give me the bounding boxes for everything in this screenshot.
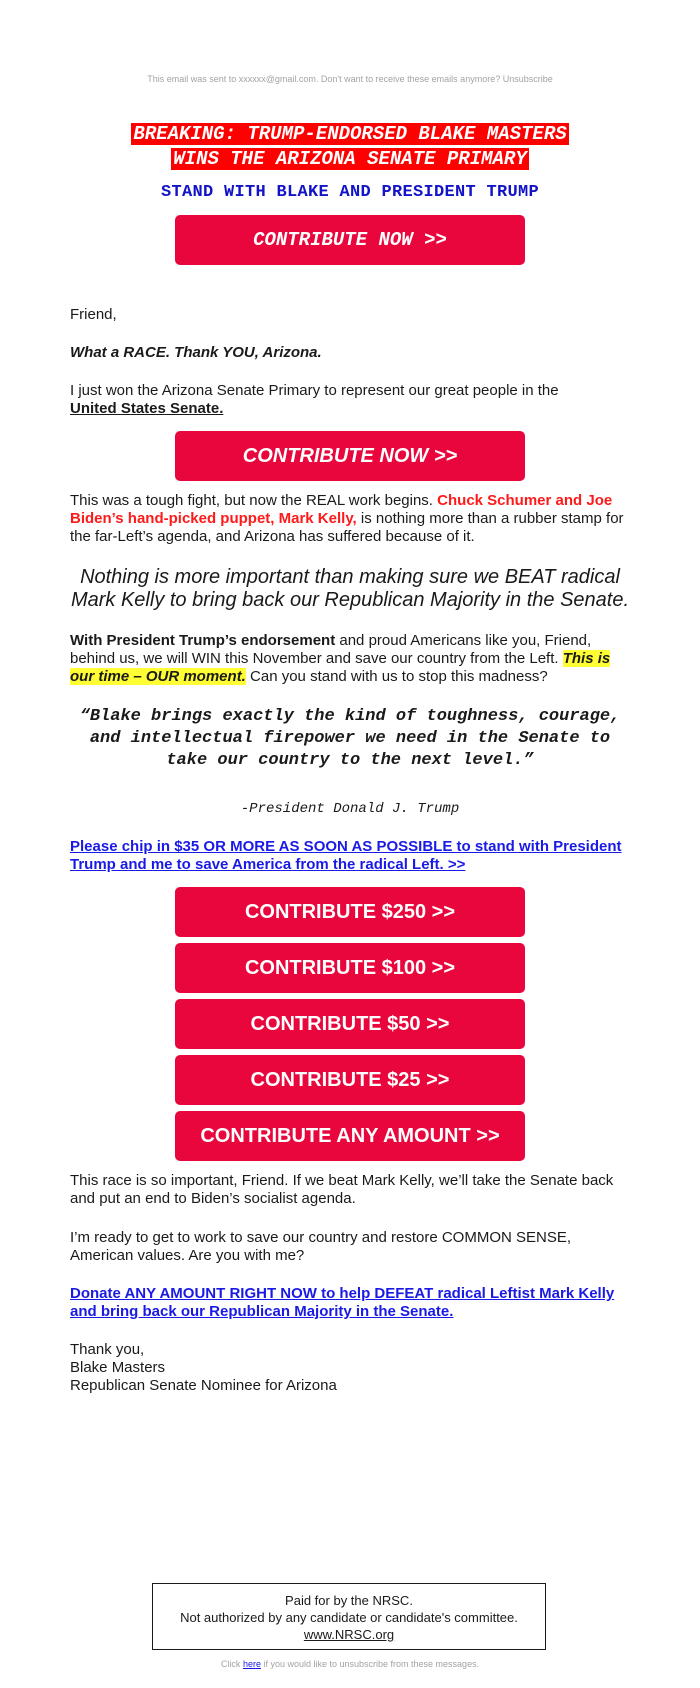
ready-paragraph: I’m ready to get to work to save our country and restore COMMON SENSE, American values. Are you with me? xyxy=(70,1229,572,1264)
endorse-paragraph xyxy=(70,632,636,686)
contribute-250-button[interactable]: CONTRIBUTE $250 >> xyxy=(175,887,525,937)
fight-end: is nothing more than a rubber stamp for the far-Left’s agenda, and Arizona has suffered because of it. xyxy=(70,510,624,545)
important-paragraph: This race is so important, Friend. If we beat Mark Kelly, we’ll take the Senate back and put an end to Biden’s socialist agenda. xyxy=(70,1172,614,1207)
endorse-bold: With President Trump’s endorsement xyxy=(70,632,336,649)
contribute-50-button[interactable]: CONTRIBUTE $50 >> xyxy=(175,999,525,1049)
contribute-100-button[interactable]: CONTRIBUTE $100 >> xyxy=(175,943,525,993)
nothing-statement: Nothing is more important than making sure we BEAT radical Mark Kelly to bring back our Republican Majority in the Senate. xyxy=(70,566,630,611)
contribute-now-button-top[interactable]: CONTRIBUTE NOW >> xyxy=(175,215,525,265)
nrsc-site-link[interactable]: www.NRSC.org xyxy=(303,1627,395,1642)
not-authorized-line: Not authorized by any candidate or candidate's committee. xyxy=(180,1610,518,1625)
signature xyxy=(70,1341,636,1395)
signoff: Thank you, xyxy=(70,1341,145,1358)
thanks-line: What a RACE. Thank YOU, Arizona. xyxy=(70,344,322,361)
unsub-post: if you would like to unsubscribe from these messages. xyxy=(263,1659,480,1669)
contribute-now-button-mid[interactable]: CONTRIBUTE NOW >> xyxy=(175,431,525,481)
fight-start: This was a tough fight, but now the REAL work begins. xyxy=(70,492,433,509)
signer-name: Blake Masters xyxy=(70,1359,166,1376)
headline xyxy=(0,122,700,172)
preheader-unsubscribe-link[interactable]: Unsubscribe xyxy=(502,74,553,84)
unsub-here-link[interactable]: here xyxy=(242,1659,261,1669)
donate-link[interactable]: Donate ANY AMOUNT RIGHT NOW to help DEFEAT radical Leftist Mark Kelly and bring back our Republican Majority in the Senate. xyxy=(70,1285,615,1320)
fight-paragraph xyxy=(70,492,636,546)
won-paragraph xyxy=(70,382,636,418)
donate-paragraph xyxy=(70,1285,636,1321)
subhead: STAND WITH BLAKE AND PRESIDENT TRUMP xyxy=(160,183,540,202)
headline-line-1: BREAKING: TRUMP-ENDORSED BLAKE MASTERS xyxy=(133,123,567,145)
endorse-end: Can you stand with us to stop this madness? xyxy=(250,668,548,685)
unsub-pre: Click xyxy=(220,1659,241,1669)
fight-red: Chuck Schumer and Joe Biden’s hand-picked puppet, Mark Kelly, xyxy=(70,492,613,527)
quote-attribution: -President Donald J. Trump xyxy=(240,801,460,817)
paid-for-line: Paid for by the NRSC. xyxy=(285,1593,413,1608)
footer-unsubscribe xyxy=(0,1659,700,1669)
preheader xyxy=(0,74,700,84)
trump-quote: “Blake brings exactly the kind of toughness, courage, and intellectual firepower we need in the Senate to take our country to the next level.” xyxy=(79,707,621,770)
chip-in-link[interactable]: Please chip in $35 OR MORE AS SOON AS POSSIBLE to stand with President Trump and me to save America from the radical Left. >> xyxy=(70,838,622,873)
disclaimer-box xyxy=(152,1583,546,1650)
headline-line-2: WINS THE ARIZONA SENATE PRIMARY xyxy=(173,148,527,170)
preheader-text: This email was sent to xxxxxx@gmail.com. Don't want to receive these emails anymore? xyxy=(147,74,501,84)
endorse-highlight: This is our time – OUR moment. xyxy=(70,650,611,685)
contribute-25-button[interactable]: CONTRIBUTE $25 >> xyxy=(175,1055,525,1105)
greeting: Friend, xyxy=(70,306,117,323)
signer-title: Republican Senate Nominee for Arizona xyxy=(70,1377,337,1394)
contribute-any-amount-button[interactable]: CONTRIBUTE ANY AMOUNT >> xyxy=(175,1111,525,1161)
endorse-text: and proud Americans like you, Friend, behind us, we will WIN this November and save our country from the Left. xyxy=(70,632,592,667)
chip-in-paragraph xyxy=(70,838,636,874)
us-senate-link[interactable]: United States Senate. xyxy=(70,400,224,417)
won-text: I just won the Arizona Senate Primary to represent our great people in the xyxy=(70,382,559,399)
